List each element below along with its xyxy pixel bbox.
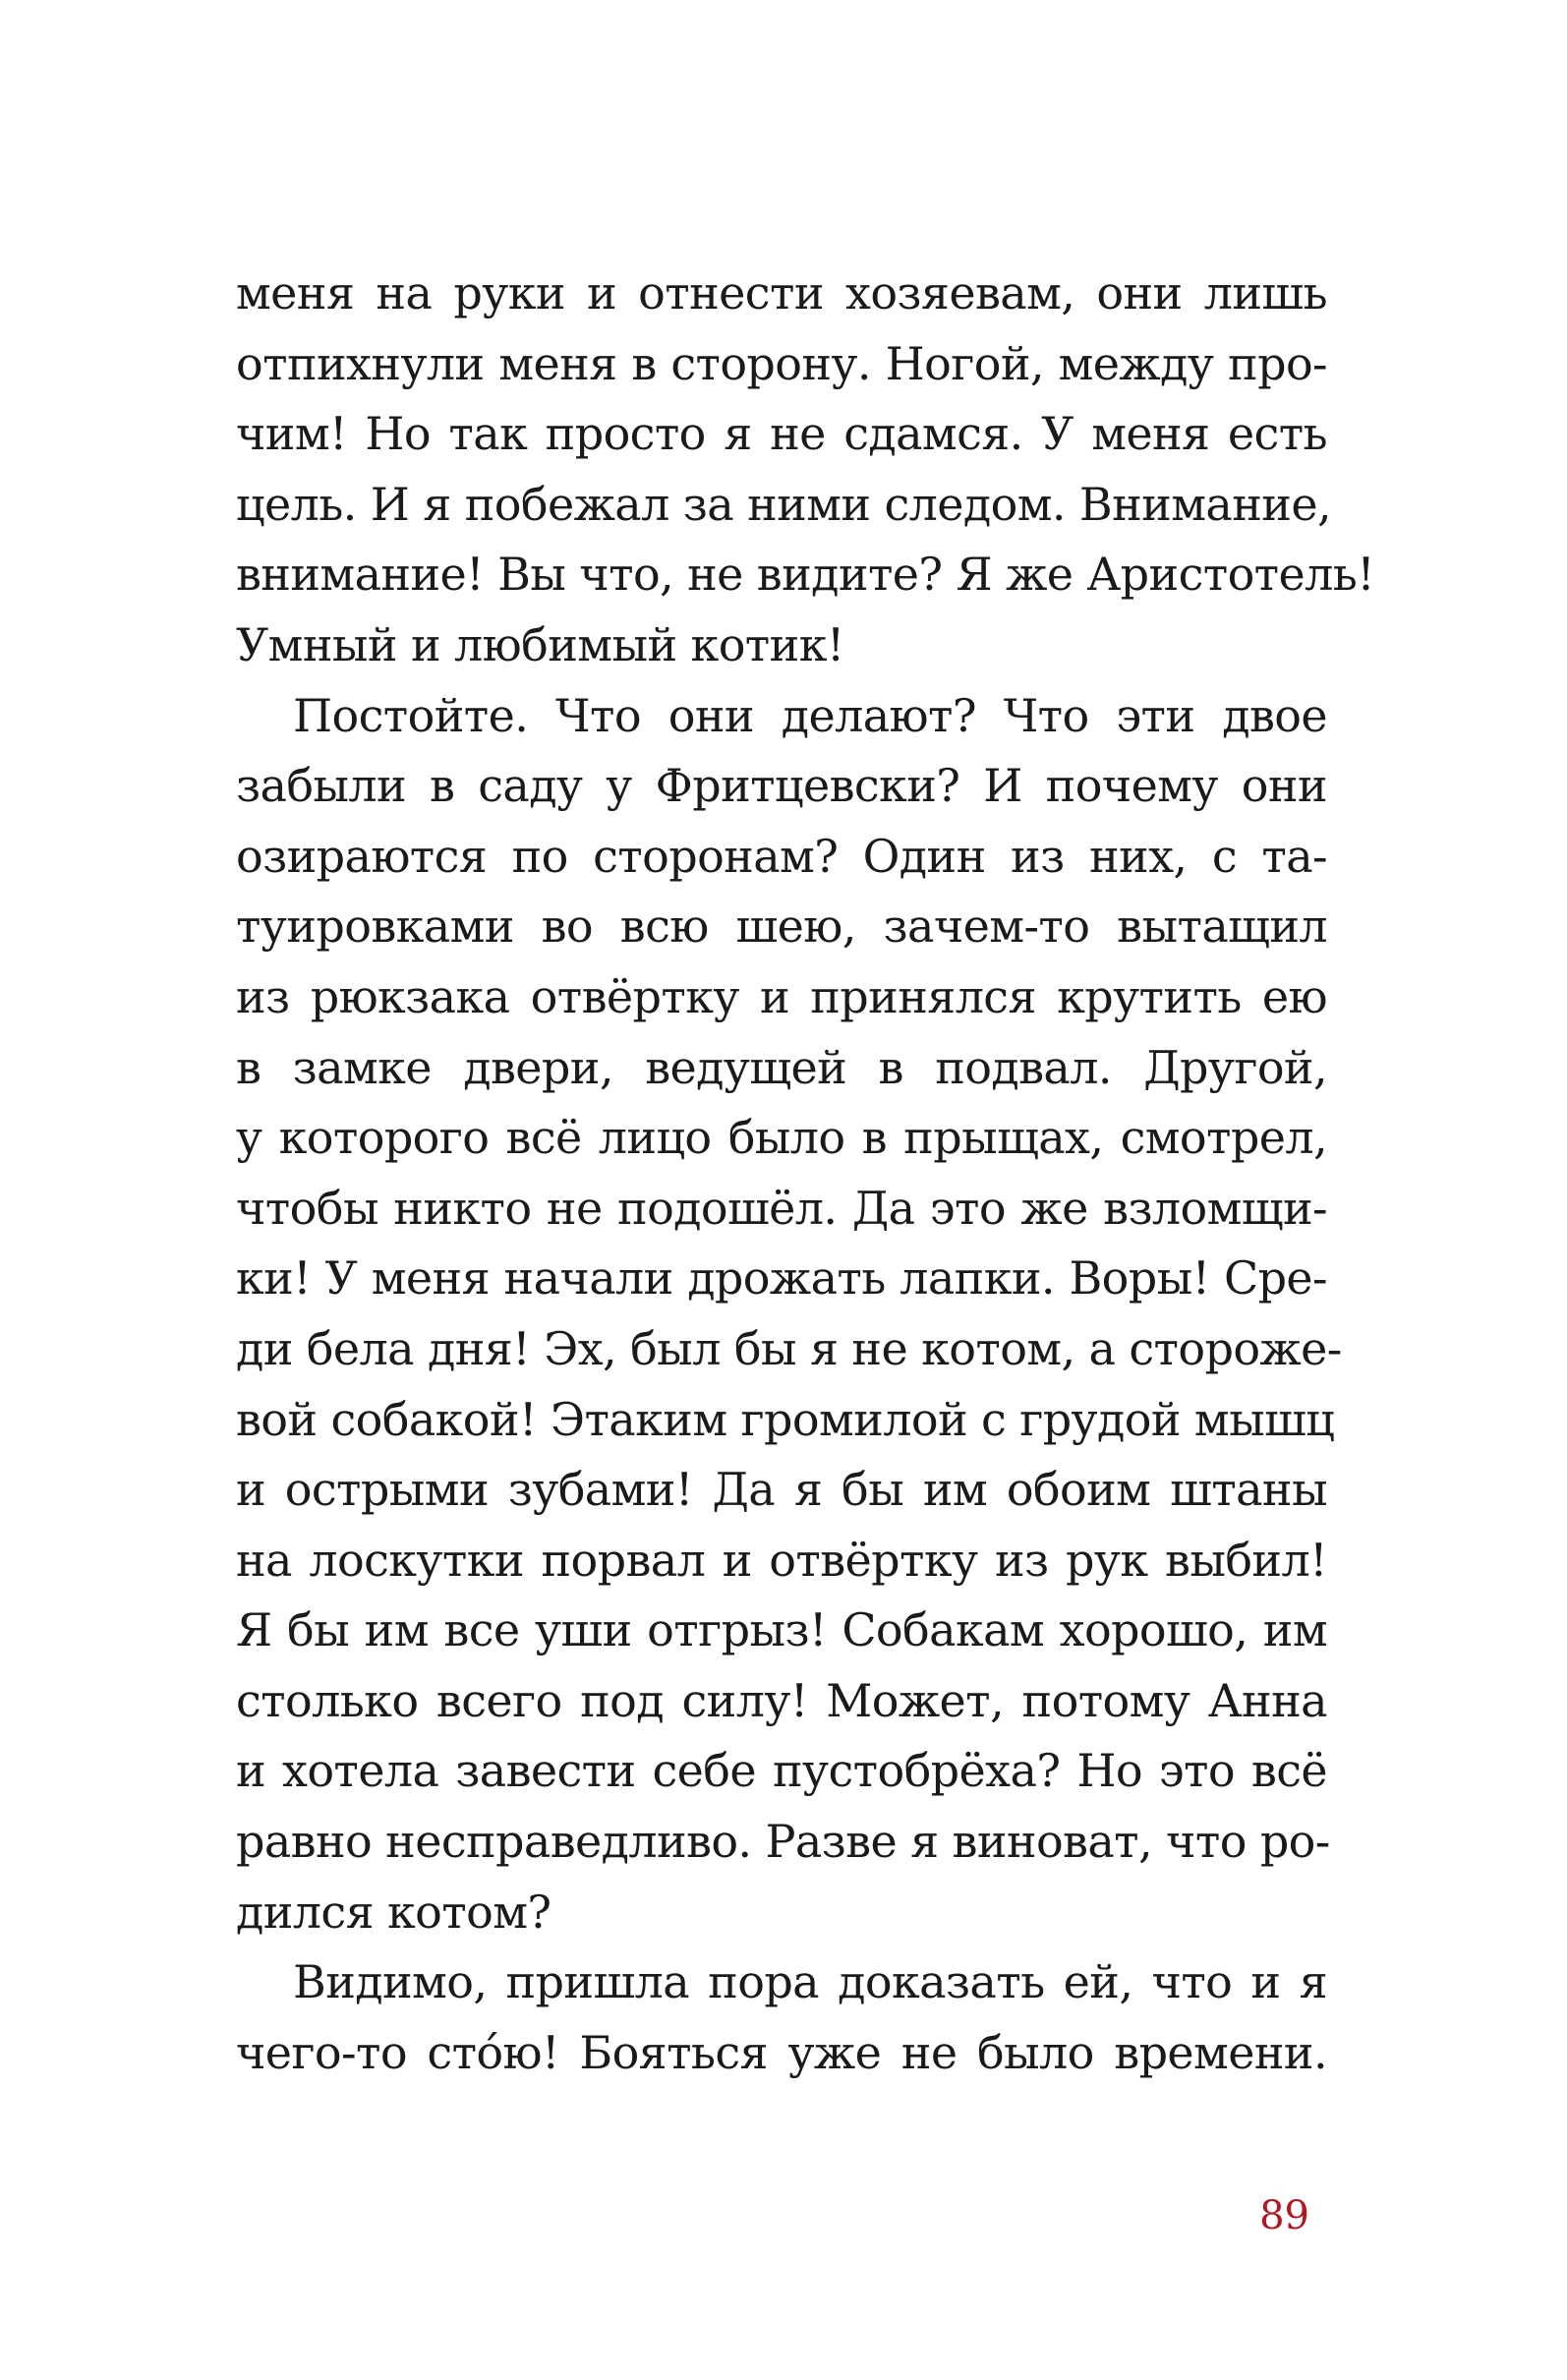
text-line: вой собакой! Этаким громилой с грудой мышц	[236, 1392, 1335, 1446]
text-line: озираются по сторонам? Один из них, с та-	[236, 829, 1327, 883]
text-line: на лоскутки порвал и отвёртку из рук выбил!	[236, 1533, 1327, 1587]
text-line: цель. И я побежал за ними следом. Внимание,	[236, 477, 1332, 531]
text-line: у которого всё лицо было в прыщах, смотрел,	[236, 1111, 1327, 1165]
text-line: Видимо, пришла пора доказать ей, что и я	[293, 1955, 1327, 2009]
text-line: туировками во всю шею, зачем-то вытащил	[236, 900, 1327, 954]
text-line: из рюкзака отвёртку и принялся крутить ею	[236, 969, 1327, 1023]
text-line: ки! У меня начали дрожать лапки. Воры! Сре-	[236, 1251, 1327, 1306]
text-line: Я бы им все уши отгрыз! Собакам хорошо, им	[236, 1603, 1327, 1657]
text-line: чтобы никто не подошёл. Да это же взломщи-	[236, 1181, 1327, 1235]
text-line: забыли в саду у Фритцевски? И почему они	[236, 759, 1327, 813]
paragraph-2	[236, 681, 1342, 1948]
text-line: и хотела завести себе пустобрёха? Но это всё	[236, 1744, 1327, 1798]
text-line: чего-то сто́ю! Бояться уже не было времени.	[236, 2025, 1327, 2079]
page-number: 89	[1259, 2193, 1309, 2238]
page-body	[236, 259, 1375, 2088]
text-line: отпихнули меня в сторону. Ногой, между про-	[236, 336, 1327, 390]
paragraph-3	[236, 1947, 1327, 2088]
text-line: в замке двери, ведущей в подвал. Другой,	[236, 1040, 1327, 1094]
text-line: внимание! Вы что, не видите? Я же Аристотель!	[236, 548, 1375, 602]
text-line: дился котом?	[236, 1885, 551, 1939]
text-line: ди бела дня! Эх, был бы я не котом, а стороже-	[236, 1321, 1342, 1375]
paragraph-1	[236, 259, 1375, 681]
text-line: чим! Но так просто я не сдамся. У меня есть	[236, 407, 1327, 461]
text-line: Умный и любимый котик!	[236, 617, 844, 671]
text-line: Постойте. Что они делают? Что эти двое	[293, 688, 1327, 742]
text-line: и острыми зубами! Да я бы им обоим штаны	[236, 1463, 1327, 1517]
text-line: равно несправедливо. Разве я виноват, что ро-	[236, 1815, 1330, 1869]
text-line: меня на руки и отнести хозяевам, они лишь	[236, 266, 1327, 319]
text-line: столько всего под силу! Может, потому Анна	[236, 1673, 1327, 1727]
